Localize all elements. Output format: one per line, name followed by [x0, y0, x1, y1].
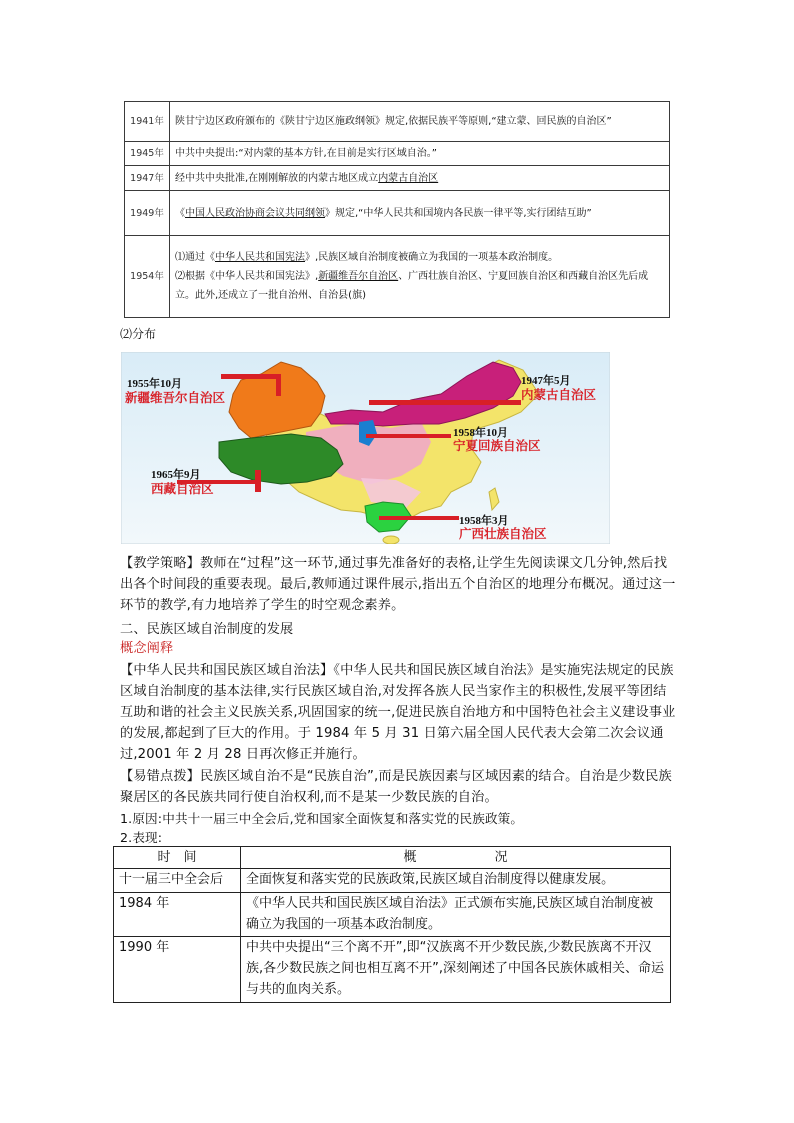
event-underlined: 中华人民共和国宪法 [215, 252, 305, 263]
year-cell: 1947年 [125, 166, 170, 191]
law-tag: 【中华人民共和国民族区域自治法】 [120, 663, 334, 678]
table-row [125, 191, 670, 236]
event-text: ⑴通过《 [175, 252, 215, 263]
time-cell: 1984 年 [114, 893, 241, 937]
table-row [125, 236, 670, 318]
tip-paragraph [120, 766, 676, 808]
table-row [125, 166, 670, 191]
table-row [114, 937, 671, 1003]
autonomous-regions-map [121, 352, 610, 544]
event-cell [170, 191, 670, 236]
time-cell: 十一届三中全会后 [114, 869, 241, 893]
table-row [125, 142, 670, 166]
label-gx-name: 广西壮族自治区 [459, 527, 547, 541]
event-cell: 中共中央提出:“对内蒙的基本方针,在目前是实行区域自治。” [170, 142, 670, 166]
time-cell: 1990 年 [114, 937, 241, 1003]
event-text: ⑵根据《中华人民共和国宪法》, [175, 271, 319, 282]
heading-development: 二、民族区域自治制度的发展 [120, 622, 294, 637]
law-paragraph [120, 660, 676, 765]
pointer-ningxia [366, 434, 451, 438]
performance-table [113, 846, 671, 1003]
label-tibet-name: 西藏自治区 [151, 482, 214, 496]
event-text: 经中共中央批准,在刚刚解放的内蒙古地区成立 [175, 172, 379, 184]
label-gx-date: 1958年3月 [459, 515, 509, 527]
label-xinjiang-name: 新疆维吾尔自治区 [125, 391, 226, 405]
header-desc: 概 况 [241, 847, 671, 869]
desc-cell: 全面恢复和落实党的民族政策,民族区域自治制度得以健康发展。 [241, 869, 671, 893]
event-text: 《 [175, 207, 185, 219]
desc-cell: 《中华人民共和国民族区域自治法》正式颁布实施,民族区域自治制度被确立为我国的一项基本政治制度。 [241, 893, 671, 937]
pointer-inner-mongolia [369, 400, 521, 405]
table-row [114, 869, 671, 893]
label-im-date: 1947年5月 [521, 375, 571, 387]
strategy-tag: 【教学策略】 [120, 556, 201, 571]
table-row [114, 893, 671, 937]
year-cell: 1941年 [125, 102, 170, 142]
event-underlined: 中国人民政治协商会议共同纲领 [185, 207, 325, 219]
event-cell [170, 166, 670, 191]
pointer-xinjiang [221, 374, 281, 379]
event-cell [170, 236, 670, 318]
event-underlined: 新疆维吾尔自治区 [318, 271, 399, 282]
event-text: 、广西壮族自治区、宁夏回族自治区和西藏自治区先后成立。此外,还成立了一批自治州、自治县(旗) [175, 271, 649, 301]
concept-heading: 概念阐释 [120, 641, 174, 656]
reason-line: 1.原因:中共十一届三中全会后,党和国家全面恢复和落实党的民族政策。 [120, 811, 524, 826]
year-cell: 1945年 [125, 142, 170, 166]
strategy-text: 教师在“过程”这一环节,通过事先准备好的表格,让学生先阅读课文几分钟,然后找出各个时间段的重要表现。最后,教师通过课件展示,指出五个自治区的地理分布概况。通过这一环节的教学,有力地培养了学生的时空观念素养。 [120, 556, 676, 613]
pointer-guangxi [379, 516, 459, 520]
label-im-name: 内蒙古自治区 [521, 388, 597, 402]
section-distribution: ⑵分布 [120, 327, 157, 341]
law-text: 《中华人民共和国民族区域自治法》是实施宪法规定的民族区域自治制度的基本法律,实行民族区域自治,对发挥各族人民当家作主的积极性,发展平等团结互助和谐的社会主义民族关系,巩固国家的统一,促进民族自治地方和中国特色社会主义建设事业的发展,都起到了巨大的作用。于 1984 年 5 月 31 日第六届全国人民代表大会第二次会议通过,2001 年 2 月 28 日再次修正并施行。 [120, 663, 676, 762]
teaching-strategy [120, 553, 676, 616]
performance-line: 2.表现: [120, 830, 163, 845]
label-xinjiang-date: 1955年10月 [127, 378, 182, 390]
event-text: 》规定,“中华人民共和国境内各民族一律平等,实行团结互助” [325, 207, 592, 219]
event-underlined: 内蒙古自治区 [378, 172, 439, 184]
event-cell: 陕甘宁边区政府颁布的《陕甘宁边区施政纲领》规定,依据民族平等原则,“建立蒙、回民族的自治区” [170, 102, 670, 142]
history-table [124, 101, 670, 318]
label-tibet-date: 1965年9月 [151, 469, 201, 481]
header-time: 时 间 [114, 847, 241, 869]
tip-tag: 【易错点拨】 [120, 769, 201, 784]
label-nx-name: 宁夏回族自治区 [453, 439, 541, 453]
event-text: 》,民族区域自治制度被确立为我国的一项基本政治制度。 [305, 252, 559, 263]
table-row [125, 102, 670, 142]
year-cell: 1949年 [125, 191, 170, 236]
tip-text: 民族区域自治不是“民族自治”,而是民族因素与区域因素的结合。自治是少数民族聚居区的各民族共同行使自治权利,而不是某一少数民族的自治。 [120, 769, 672, 805]
table-header-row [114, 847, 671, 869]
desc-cell: 中共中央提出“三个离不开”,即“汉族离不开少数民族,少数民族离不开汉族,各少数民族之间也相互离不开”,深刻阐述了中国各民族休戚相关、命运与共的血肉关系。 [241, 937, 671, 1003]
label-nx-date: 1958年10月 [453, 427, 508, 439]
year-cell: 1954年 [125, 236, 170, 318]
